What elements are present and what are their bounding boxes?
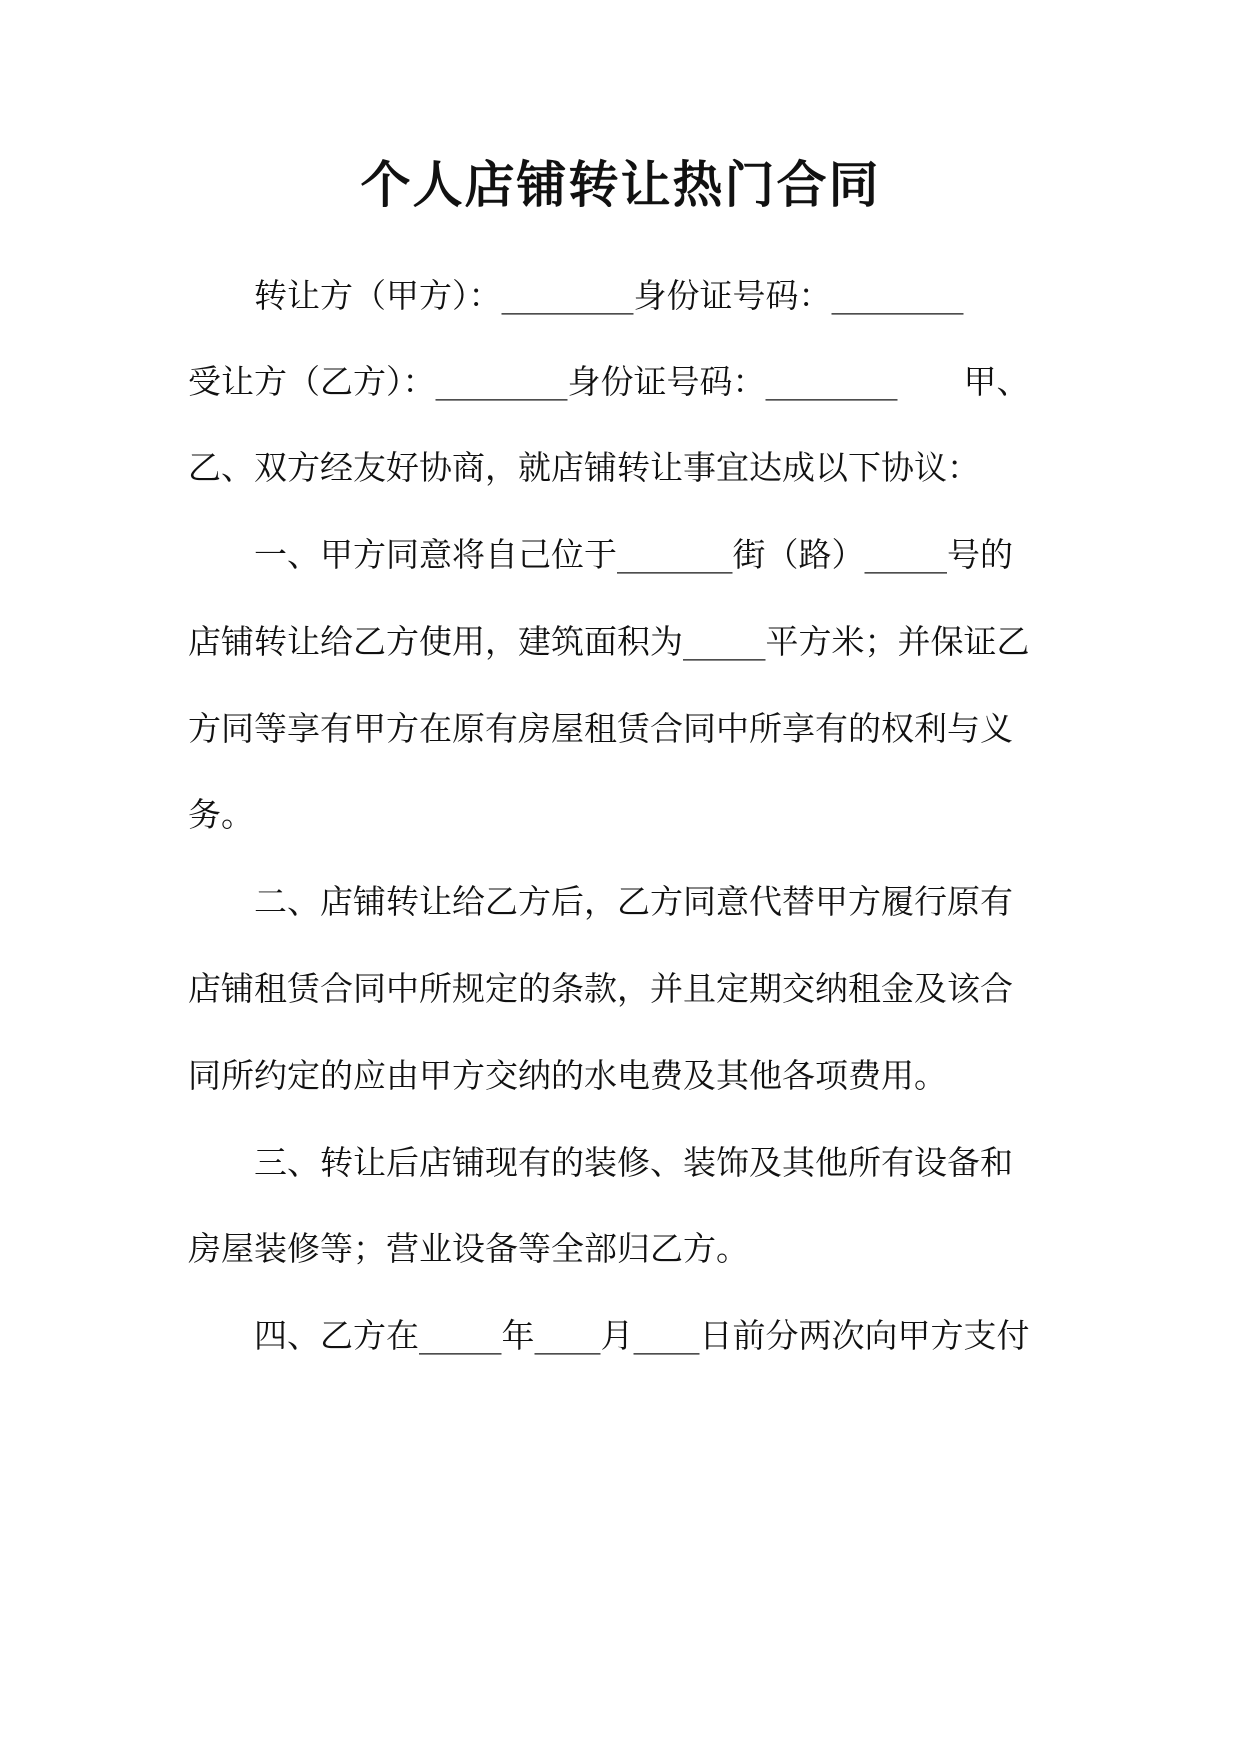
clause-3-line-1: 三、转让后店铺现有的装修、装饰及其他所有设备和: [254, 1143, 1013, 1182]
clause-1-line-3: 方同等享有甲方在原有房屋租赁合同中所享有的权利与义: [188, 709, 1013, 748]
clause-1-line-1: 一、甲方同意将自己位于_______街（路）_____号的: [254, 535, 1013, 574]
clause-3-line-2: 房屋装修等；营业设备等全部归乙方。: [188, 1229, 749, 1268]
clause-4-line-1: 四、乙方在_____年____月____日前分两次向甲方支付: [254, 1316, 1030, 1355]
party-a-line: 转让方（甲方）：________身份证号码：________: [254, 276, 964, 315]
clause-2-line-2: 店铺租赁合同中所规定的条款，并且定期交纳租金及该合: [188, 969, 1013, 1008]
clause-1-line-4: 务。: [188, 795, 254, 834]
clause-1-line-2: 店铺转让给乙方使用，建筑面积为_____平方米；并保证乙: [188, 622, 1030, 661]
preamble-line: 乙、双方经友好协商，就店铺转让事宜达成以下协议：: [188, 448, 980, 487]
clause-2-line-3: 同所约定的应由甲方交纳的水电费及其他各项费用。: [188, 1056, 947, 1095]
clause-2-line-1: 二、店铺转让给乙方后，乙方同意代替甲方履行原有: [254, 882, 1013, 921]
party-b-line: 受让方（乙方）：________身份证号码：________ 甲、: [188, 362, 1030, 401]
document-title: 个人店铺转让热门合同: [360, 155, 881, 214]
